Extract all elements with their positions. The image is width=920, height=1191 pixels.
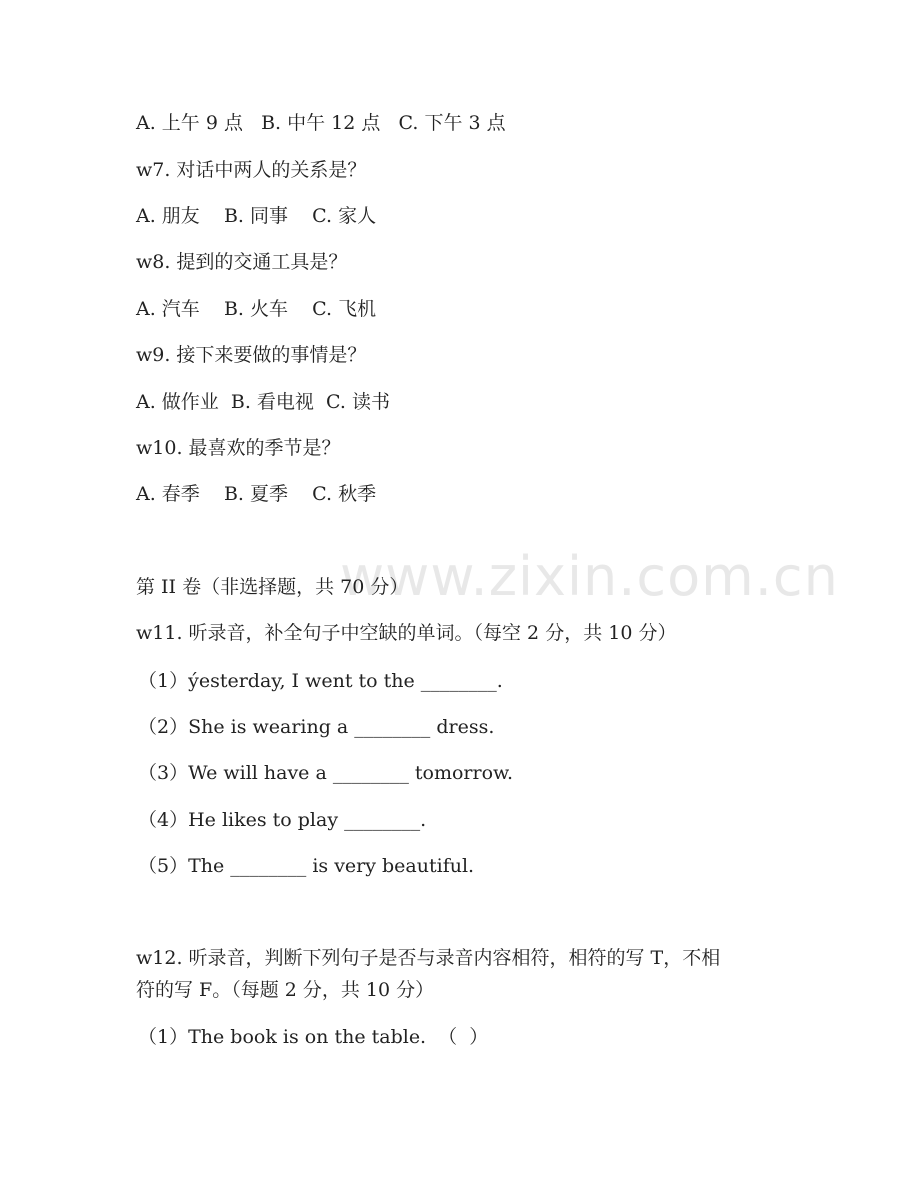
question-11-instruction: w11. 听录音，补全句子中空缺的单词。（每空 2 分，共 10 分） (136, 622, 677, 644)
question-10: w10. 最喜欢的季节是？ (136, 437, 341, 459)
question-9-options: A. 做作业 B. 看电视 C. 读书 (136, 391, 390, 413)
question-8-options: A. 汽车 B. 火车 C. 飞机 (136, 298, 377, 320)
watermark: www.zixin.com.cn (340, 545, 839, 608)
question-11-item-5: （5）The ________ is very beautiful. (138, 855, 475, 877)
question-8: w8. 提到的交通工具是？ (136, 251, 348, 273)
section-2-heading: 第 II 卷（非选择题，共 70 分） (136, 576, 409, 598)
question-12-instruction-line-1: w12. 听录音，判断下列句子是否与录音内容相符，相符的写 T，不相 (136, 947, 721, 969)
question-6-options: A. 上午 9 点 B. 中午 12 点 C. 下午 3 点 (136, 112, 506, 134)
question-7: w7. 对话中两人的关系是？ (136, 159, 367, 181)
question-9: w9. 接下来要做的事情是？ (136, 344, 367, 366)
question-12-instruction-line-2: 符的写 F。（每题 2 分，共 10 分） (136, 979, 435, 1001)
question-10-options: A. 春季 B. 夏季 C. 秋季 (136, 483, 377, 505)
question-12-item-1: （1）The book is on the table. （ ） (138, 1026, 489, 1048)
question-7-options: A. 朋友 B. 同事 C. 家人 (136, 205, 377, 227)
question-11-item-4: （4）He likes to play ________. (138, 809, 427, 831)
question-11-item-2: （2）She is wearing a ________ dress. (138, 716, 495, 738)
question-11-item-1: （1）ýesterday, I went to the ________. (138, 670, 503, 692)
question-11-item-3: （3）We will have a ________ tomorrow. (138, 762, 514, 784)
